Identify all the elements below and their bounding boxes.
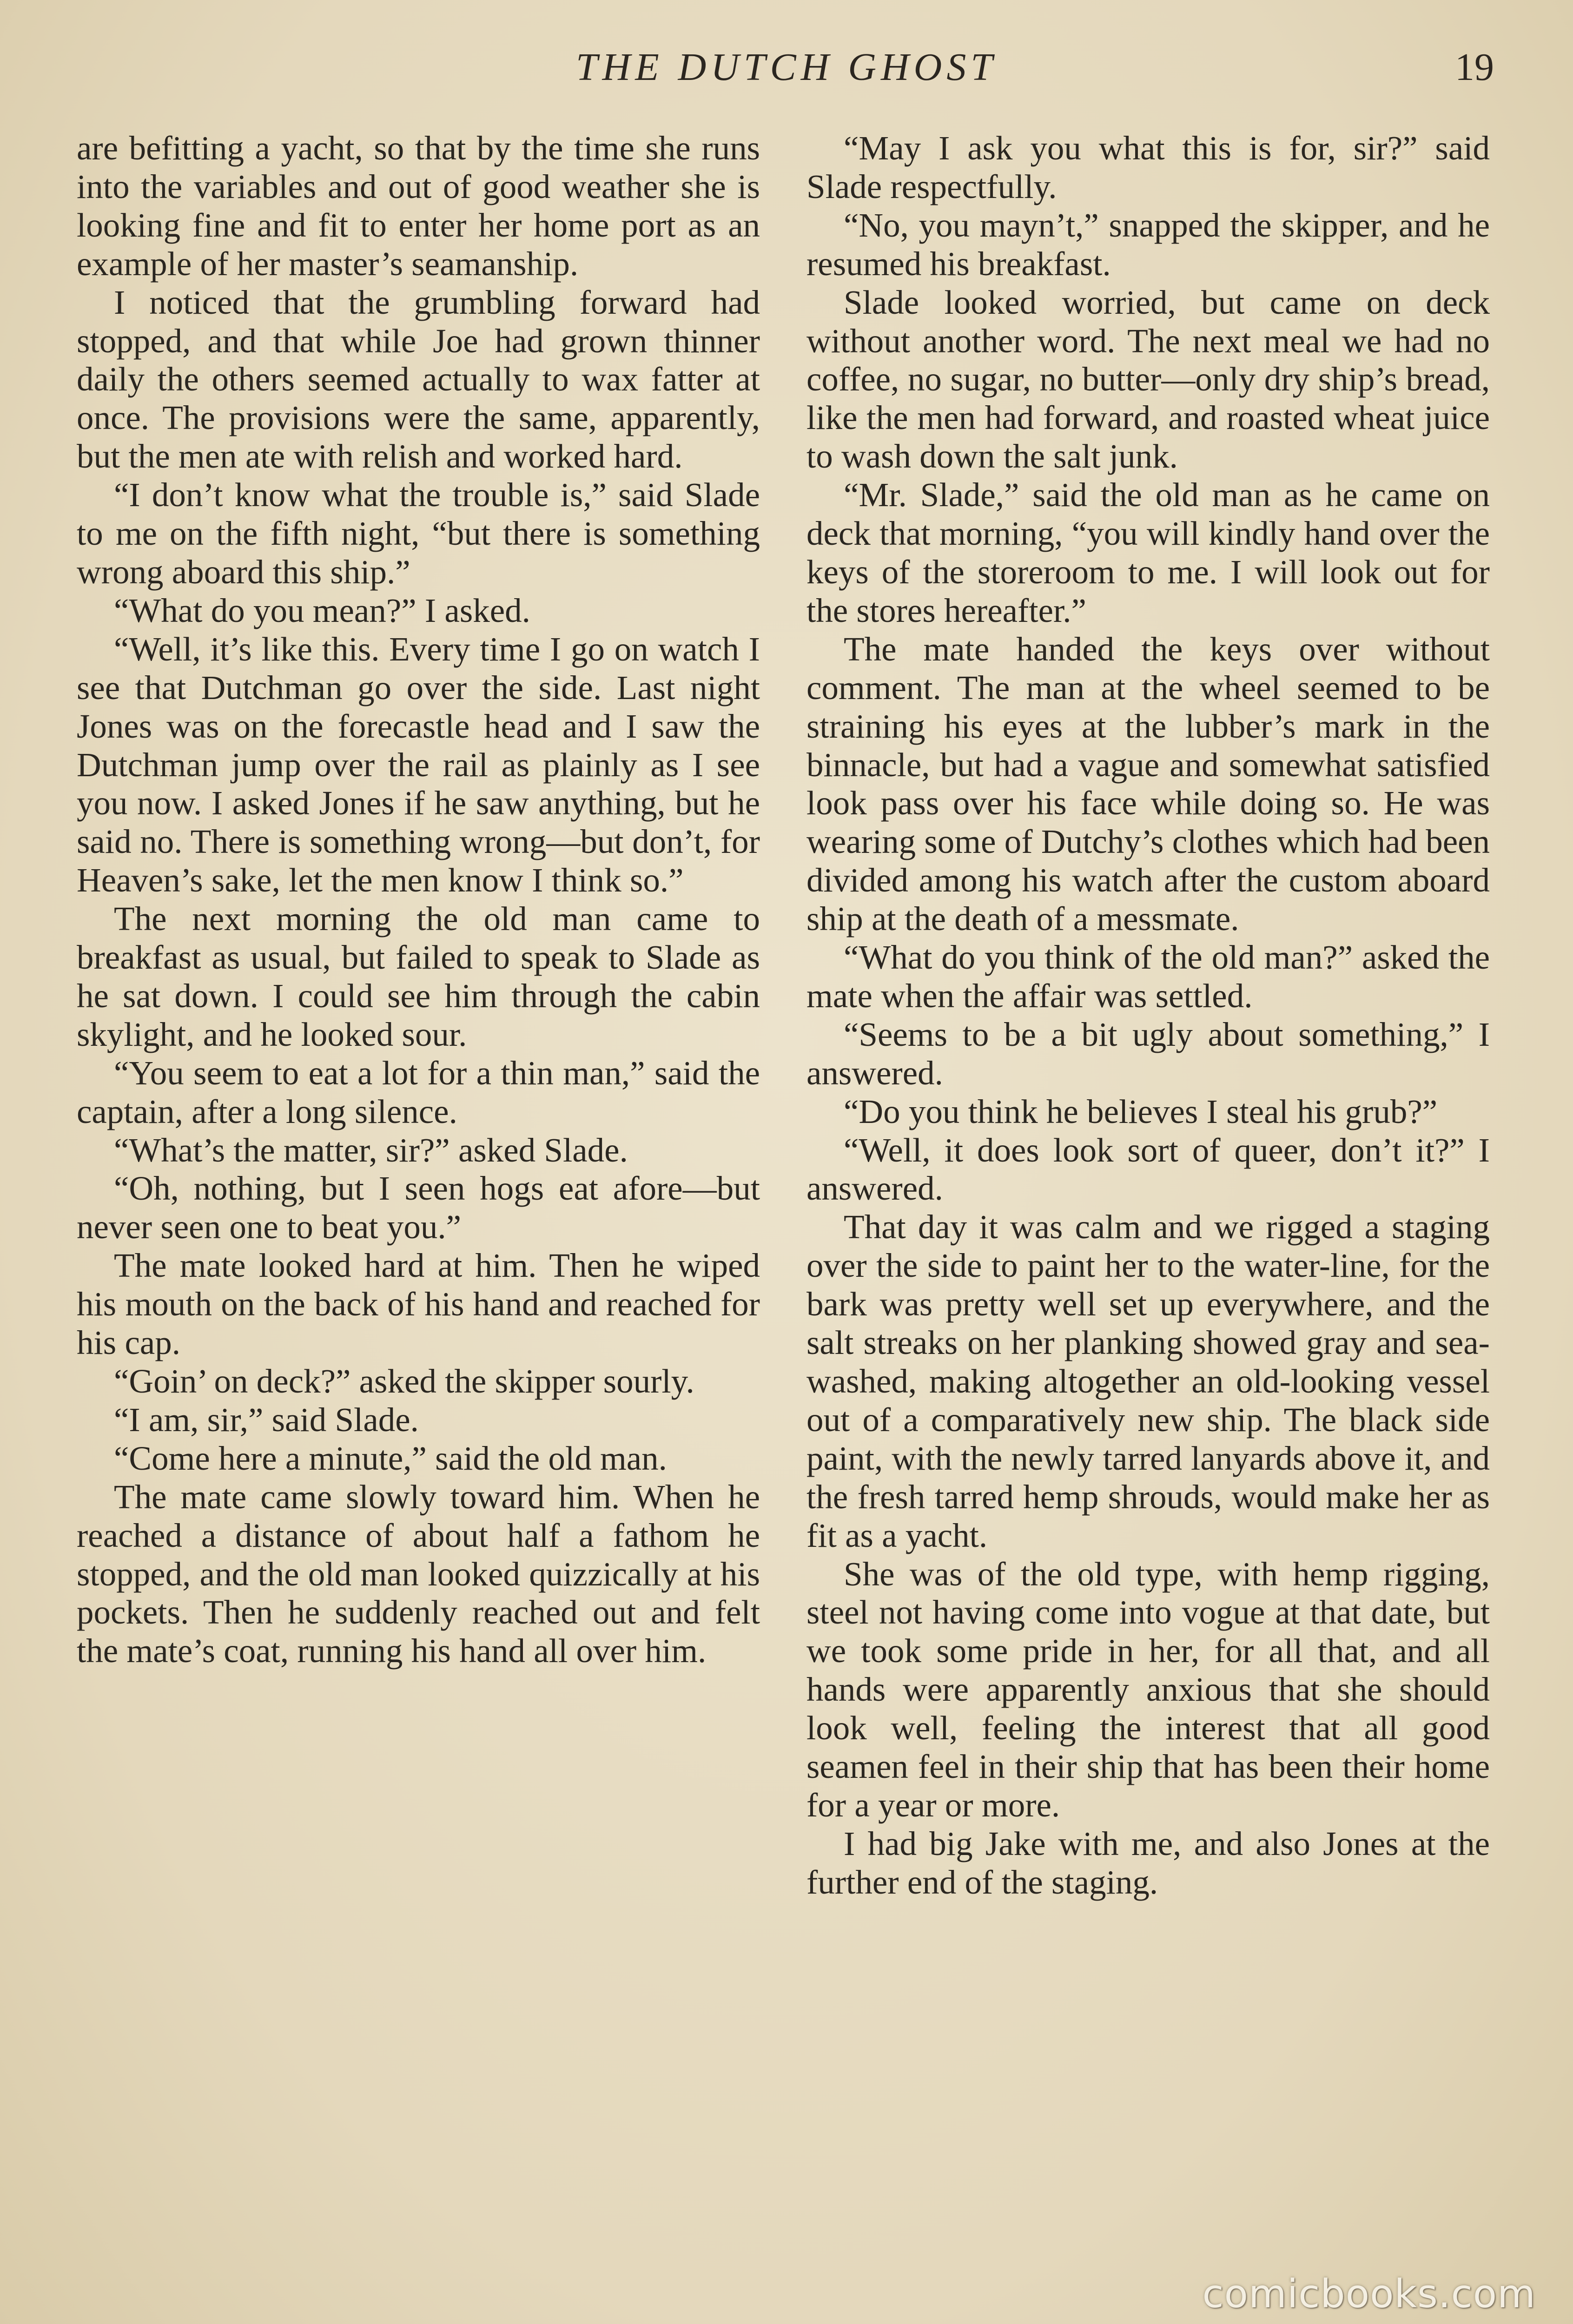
running-title: THE DUTCH GHOST — [575, 46, 998, 89]
page-number: 19 — [1455, 46, 1494, 89]
paragraph: “What do you mean?” I asked. — [114, 591, 530, 629]
paragraph: The mate handed the keys over without comment. The man at the wheel seemed to be straining his eyes at the lubber’s mark in the binnacle, but had a vague and somewhat satisfied look pass over his face while doing so. He was wearing some of Dutchy’s clothes which had been divided among his watch after the custom aboard ship at the death of a messmate. — [806, 630, 1490, 938]
right-text-column — [806, 129, 1490, 2272]
paragraph: Slade looked worried, but came on deck without another word. The next meal we had no coffee, no sugar, no butter—only dry ship’s bread, like the men had forward, and roasted wheat juice to wash down the salt junk. — [806, 283, 1490, 475]
paragraph: “I am, sir,” said Slade. — [114, 1400, 419, 1439]
paragraph: “Come here a minute,” said the old man. — [114, 1439, 667, 1477]
paragraph: “Goin’ on deck?” asked the skipper sourly. — [114, 1362, 694, 1400]
paragraph: “Oh, nothing, but I seen hogs eat afore—but never seen one to beat you.” — [77, 1169, 760, 1246]
page-header — [0, 45, 1573, 96]
paragraph: “What do you think of the old man?” asked the mate when the affair was settled. — [806, 938, 1490, 1015]
paragraph: The mate looked hard at him. Then he wiped his mouth on the back of his hand and reached for his cap. — [77, 1247, 760, 1362]
paragraph: “I don’t know what the trouble is,” said Slade to me on the fifth night, “but there is something wrong aboard this ship.” — [77, 476, 760, 591]
paragraph: That day it was calm and we rigged a staging over the side to paint her to the water-line, for the bark was pretty well set up everywhere, and the salt streaks on her planking showed gray and sea-washed, making altogether an old-looking vessel out of a comparatively new ship. The black side paint, with the newly tarred lanyards above it, and the fresh tarred hemp shrouds, would make her as fit as a yacht. — [806, 1208, 1490, 1554]
paragraph: “What’s the matter, sir?” asked Slade. — [114, 1131, 628, 1169]
left-text-column — [77, 129, 760, 2272]
paragraph: “Seems to be a bit ugly about something,” I answered. — [806, 1015, 1490, 1092]
paragraph: I noticed that the grumbling forward had stopped, and that while Joe had grown thinner daily the others seemed actually to wax fatter at once. The provisions were the same, apparently, but the men ate with relish and worked hard. — [77, 283, 760, 475]
paragraph: The mate came slowly toward him. When he reached a distance of about half a fathom he stopped, and the old man looked quizzically at his pockets. Then he suddenly reached out and felt the mate’s coat, running his hand all over him. — [77, 1478, 760, 1670]
paragraph: “No, you mayn’t,” snapped the skipper, and he resumed his breakfast. — [806, 206, 1490, 283]
paragraph: “Well, it’s like this. Every time I go on watch I see that Dutchman go over the side. Last night Jones was on the forecastle head and I saw the Dutchman jump over the rail as plainly as I see you now. I asked Jones if he saw anything, but he said no. There is something wrong—but don’t, for Heaven’s sake, let the men know I think so.” — [77, 630, 760, 899]
watermark: comicbooks.com — [1202, 2271, 1536, 2317]
paragraph: “You seem to eat a lot for a thin man,” said the captain, after a long silence. — [77, 1054, 760, 1130]
paragraph: are befitting a yacht, so that by the time she runs into the variables and out of good weather she is looking fine and fit to enter her home port as an example of her master’s seamanship. — [77, 129, 760, 283]
paragraph: “May I ask you what this is for, sir?” said Slade respectfully. — [806, 129, 1490, 205]
paragraph: “Do you think he believes I steal his grub?” — [844, 1092, 1438, 1130]
paragraph: “Mr. Slade,” said the old man as he came on deck that morning, “you will kindly hand over the keys of the storeroom to me. I will look out for the stores hereafter.” — [806, 476, 1490, 629]
paragraph: I had big Jake with me, and also Jones at the further end of the staging. — [806, 1824, 1490, 1901]
paragraph: She was of the old type, with hemp rigging, steel not having come into vogue at that date, but we took some pride in her, for all that, and all hands were apparently anxious that she should look well, feeling the interest that all good seamen feel in their ship that has been their home for a year or more. — [806, 1555, 1490, 1824]
paragraph: The next morning the old man came to breakfast as usual, but failed to speak to Slade as he sat down. I could see him through the cabin skylight, and he looked sour. — [77, 900, 760, 1053]
paragraph: “Well, it does look sort of queer, don’t it?” I answered. — [806, 1131, 1490, 1208]
